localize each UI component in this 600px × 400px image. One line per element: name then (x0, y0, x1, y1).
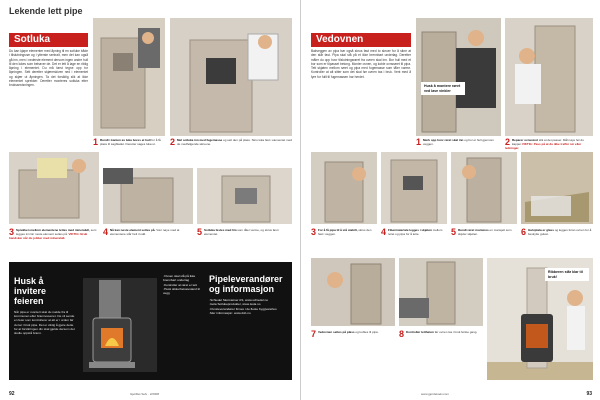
right-step-5: 5 Rundt røret monteres en mansjett som skjuler skjøten. (451, 228, 512, 237)
fireplace-label: Ribberen står klar til bruk! (545, 268, 589, 281)
right-step-5-photo (451, 152, 517, 224)
right-step-8-photo (399, 258, 483, 326)
right-step-4: 4 Fibermateriale legges i skjøten mellom røret og pipa for å tette. (381, 228, 443, 237)
husk-section: Husk å invitere feieren Når pipa er montert skal du melde fra til kommunen eller brannvesenet. De vil sende en feier som kontrollerer at alt er i orden før du tar i bruk pipa. Det er viktig å gjøre dette for at forsikringen din skal gjelde dersom det skulle oppstå brann. (14, 276, 75, 336)
right-step-3: 3 For å få pipa til å stå stabilt, skrus den fast i veggen. (311, 228, 372, 237)
right-step-4-photo (381, 152, 447, 224)
step-3-photo (9, 152, 99, 224)
right-step-1-photo (416, 18, 501, 136)
vedovnen-body-text: Bakveggen av pipa bør også skrus fast med to skruer for å sikre at den står fast. Pipa skal stå på et ikke brennbart underlag. Deretter måler du opp hvor tilslutningsrøret fra ovnen skal inn. Bor hull med et bor som er tilpasset betong. Monter ovnen, og koble ovnsrøret til pipa. Tett skjøten mellom røret og pipa med fugemasse som tåler varme. Kontroller at alt sitter som det skal før ovnen tas i bruk. Vent med å fyre for fullt til fugemassen har herdet. (311, 49, 411, 79)
diagram-bullets: • Ovnen skal stå på ikke brennbart underlag • Kontroller at røret er tett • Husk sikkerhetsavstand til vegg (163, 274, 203, 295)
left-step-4: 4 Nå kan neste element settes på. Vær nøye med at elementene står helt i lodd. (103, 228, 180, 237)
right-step-3-photo (311, 152, 377, 224)
left-page-number: 92 (9, 391, 15, 397)
step-1-photo (93, 18, 165, 136)
left-step-2: 2 Mel sotluka inn med fugemasse og sett den på plass. Skru luka fast i elementet med de medfølgende skruene. (170, 138, 292, 147)
right-step-2: 2 Reparer ovnsrøret slik at det passer. Mål nøye før du kapper.VIKTIG: Pass på at du ikke treffer rør eller ledninger. (505, 138, 584, 150)
left-step-1: 1 Rundt i kanten av luka bores et hull for å få plass til sagbladet. Deretter sages luka ut. (93, 138, 161, 147)
sotluka-section-title: Sotluka (9, 33, 88, 47)
right-step-7: 7 Vedovnen settes på plass og kobles til pipa. (311, 330, 379, 339)
sotluka-body-text: Du kan kjøpe elementer med åpning til en sotluke både i tilslutningsrør og i ytterste sentralt, men det kan også gå inn, men i nederste element dersom ingen andre hull til den lukes som behøver de. Det er lett å lage en riktig åpning i elementet. Du må først tegne opp for åpningen. Sett deretter skjæreskiven ned i elementet og skjær ut åpningen. Ta det forsiktig slik at ikke elementet sprekker. Deretter monteres sotluka etter bruksanvisningen. (9, 49, 88, 88)
right-step-6: 6 Gulvplata er glass og legges foran ovnen for å beskytte gulvet. (521, 228, 592, 237)
right-step-7-photo (311, 258, 395, 326)
right-step-6-photo (521, 152, 593, 224)
right-page-number: 93 (586, 391, 592, 397)
info-box (9, 262, 292, 380)
photo-label-top: Husk å montere røret ved lave vinkler (421, 82, 465, 95)
left-step-3: 3 Sprekken mellom elementene tettes med mineralull, som legges inn før neste element settes på. VIKTIG: Bruk handsker når du jobber med mineralull. (9, 228, 97, 240)
pipe-supplier-section: Pipeleverandører og informasjon • Schiedel Skorsteiner AS, www.schiedel.no • Isola Sotlukeprodukter, www.isola.no • Ovnsleverandører finnes i de fleste byggvarehus • Mer informasjon: www.dsb.no (209, 274, 289, 315)
vedovnen-section-title: Vedovnen (311, 33, 411, 47)
right-step-1: 1 Merk opp hvor røret skal inn og bor et hull gjennom veggen. (416, 138, 494, 147)
right-step-8: 8 Kontroller tettheten før ovnen tas i bruk første gang. (399, 330, 478, 339)
step-4-photo (103, 168, 193, 224)
supplier-list: • Schiedel Skorsteiner AS, www.schiedel.no • Isola Sotlukeprodukter, www.isola.no • Ovnsleverandører finnes i de fleste byggvarehus • Mer informasjon: www.dsb.no (209, 298, 289, 315)
right-page (300, 0, 600, 400)
left-step-5: 5 Sotluka festes med lim som tåler varme, og skrus fast i elementet. (197, 228, 280, 237)
left-footer: GjørDet Selv · 2/2008 (130, 392, 160, 396)
page-headline: Lekende lett pipe (9, 6, 83, 16)
right-step-2-photo (505, 18, 593, 136)
step-2-photo (170, 18, 292, 136)
step-5-photo (197, 168, 292, 224)
right-footer: www.gjordetselv.com (421, 392, 449, 396)
stove-diagram (81, 272, 159, 376)
